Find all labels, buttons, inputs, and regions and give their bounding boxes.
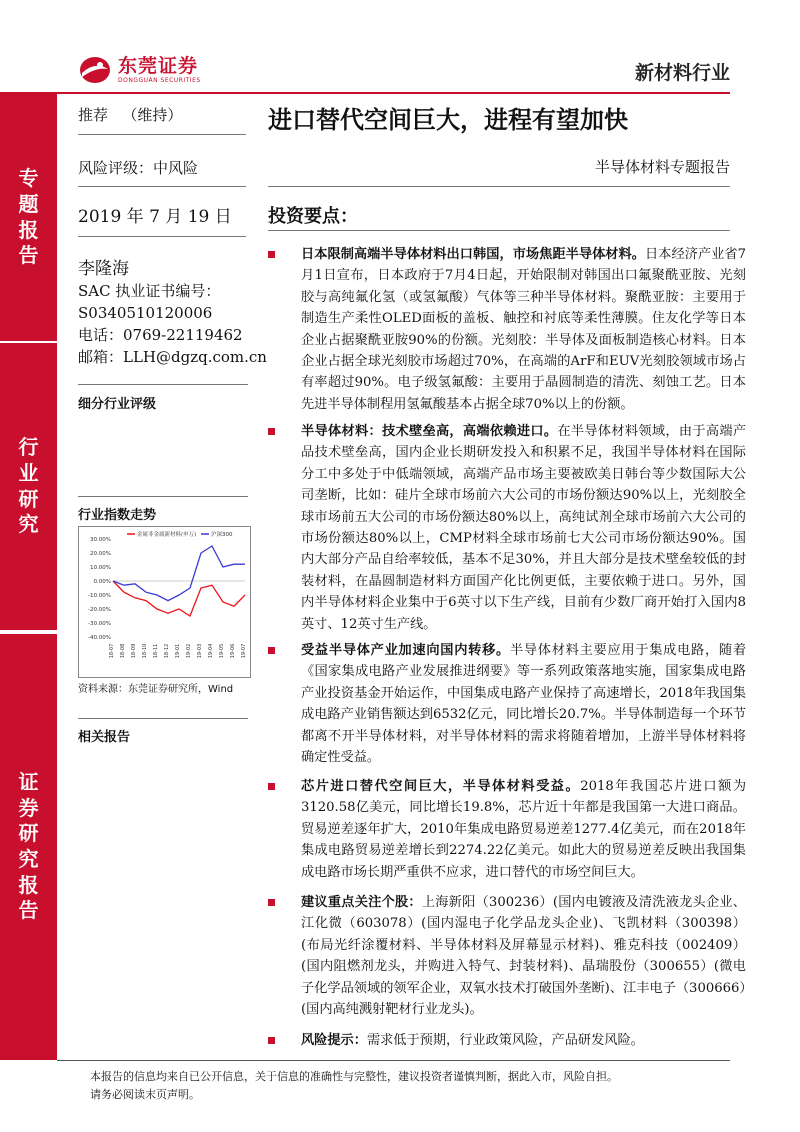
divider [78,186,246,187]
risk-rating: 风险评级：中风险 [78,159,199,177]
y-tick-label: -20.00% [88,607,111,613]
index-trend-title: 行业指数走势 [78,508,157,523]
bullet-marker-icon [268,783,275,790]
divider [78,134,246,135]
bullet-item [268,776,746,883]
x-tick-label: 19-05 [219,643,225,659]
x-tick-label: 19-06 [230,643,236,659]
series-line [113,546,245,601]
legend-label: 金属非金属新材料(申万) [137,532,197,538]
bullet-body: 日本经济产业省7月1日宣布，日本政府于7月4日起，开始限制对韩国出口氟聚酰亚胺、光刻胶与高纯氟化氢（或氢氟酸）气体等三种半导体材料。聚酰亚胺：主要用于制造生产柔性OLED面板的盖板、触控和衬底等柔性薄膜。住友化学等日本企业占据聚酰亚胺90%的份额。光刻胶：半导体及面板制造核心材料。日本企业占据全球光刻胶市场超过70%，在高端的ArF和EUV光刻胶领域市场占有率超过90%。电子级氢氟酸：主要用于晶圆制造的清洗、刻蚀工艺。日本先进半导体制程用氢氟酸基本占据全球70%以上的份额。 [301,247,747,412]
bullet-body: 在半导体材料领域，由于高端产品技术壁垒高，国内企业长期研发投入和积累不足，我国半导体材料在国际分工中多处于中低端领域，高端产品市场主要被欧美日韩台等少数国际大公司垄断，比如：硅片全球市场前六大公司的市场份额达90%以上，光刻胶全球市场前五大公司的市场份额达80%以上，高纯试剂全球市场前六大公司的市场份额达80%以上，CMP材料全球市场前七大公司市场份额达90%。国内大部分产品自给率较低，基本不足30%，并且大部分是技术壁垒较低的封装材料，在晶圆制造材料方面国产化比例更低，主要依赖于进口。另外，国内半导体材料企业集中于6英寸以下生产线，目前有少数厂商开始打入国内8英寸、12英寸生产线。 [301,424,747,632]
bullet-marker-icon [268,899,275,906]
y-tick-label: -40.00% [88,635,111,641]
chart-source: 资料来源：东莞证券研究所，Wind [78,684,234,695]
divider [268,230,730,231]
logo-text-en: DONGGUAN SECURITIES [118,76,201,84]
key-points-title: 投资要点： [268,206,358,227]
bullet-body: 半导体材料主要应用于集成电路，随着《国家集成电路产业发展推进纲要》等一系列政策落地实施，国家集成电路产业投资基金开始运作，中国集成电路产业保持了高速增长，2018年我国集成电路产业销售额达到6532亿元，同比增长20.7%。半导体制造每一个环节都离不开半导体材料，对半导体材料的需求将随着增加，上游半导体材料将确定性受益。 [301,643,747,766]
side-band-char: 专 [18,166,39,191]
report-subtitle: 半导体材料专题报告 [594,158,730,176]
footer-divider [57,1060,730,1061]
divider [78,496,248,497]
analyst-email: 邮箱：LLH@dgzq.com.cn [78,348,267,366]
rating-value: 推荐 [78,106,109,124]
x-tick-label: 19-07 [241,643,247,659]
sub-industry-title: 细分行业评级 [78,397,157,412]
divider [78,384,248,385]
bullet-lead: 芯片进口替代空间巨大，半导体材料受益。 [301,779,581,794]
bullet-item [268,1030,746,1051]
side-band-char: 报 [18,872,39,897]
x-tick-label: 19-01 [175,643,181,659]
analyst-name: 李隆海 [78,259,129,279]
x-tick-label: 18-08 [120,643,126,659]
bullet-marker-icon [268,647,275,654]
side-band-char: 券 [18,795,39,820]
side-band-char: 行 [18,435,39,460]
header-divider [0,92,730,94]
bullet-item [268,244,746,415]
series-line [113,581,245,616]
y-tick-label: -30.00% [88,621,111,627]
logo-text-cn: 东莞证券 [118,54,199,77]
side-band-securities [0,634,57,1060]
bullet-body: 需求低于预期，行业政策风险，产品研发风险。 [366,1033,644,1048]
divider [78,718,248,719]
bullet-body: 上海新阳（300236）(国内电镀液及清洗液龙头企业、江化微（603078）(国内湿电子化学品龙头企业)、飞凯材料（300398）(布局光纤涂覆材料、半导体材料及屏幕显示材料)、雅克科技（002409）(国内阻燃剂龙头，并购进入特气、封装材料)、晶瑞股份（300655）(微电子化学品领域的领军企业，双氧水技术打破国外垄断)、江丰电子（300666）(国内高纯溅射靶材行业龙头)。 [301,895,746,1018]
industry-label: 新材料行业 [634,62,730,84]
x-tick-label: 18-11 [153,643,159,659]
y-tick-label: 30.00% [90,537,111,543]
analyst-phone: 电话：0769-22119462 [78,326,243,344]
side-band-char: 究 [18,512,39,537]
bullet-lead: 受益半导体产业加速向国内转移。 [301,643,510,658]
x-tick-label: 19-04 [208,643,214,659]
bullet-item [268,421,746,635]
analyst-cert-label: SAC 执业证书编号： [78,282,221,300]
related-reports-title: 相关报告 [78,730,131,745]
analyst-info [78,258,267,368]
bullet-lead: 半导体材料：技术壁垒高，高端依赖进口。 [301,424,558,439]
disclaimer [90,1068,618,1104]
y-tick-label: -10.00% [88,593,111,599]
rating [78,104,182,125]
side-band-industry [0,343,57,630]
x-tick-label: 18-12 [164,643,170,659]
x-tick-label: 18-09 [131,643,137,659]
side-band-char: 题 [18,191,39,216]
side-band-char: 究 [18,847,39,871]
x-tick-label: 19-02 [186,643,192,659]
side-band-char: 告 [18,898,39,923]
bullet-lead: 建议重点关注个股： [301,895,422,910]
x-tick-label: 19-03 [197,643,203,659]
brand-logo [78,52,201,88]
rating-note: （维持） [122,106,183,124]
legend-label: 沪深300 [211,532,233,538]
y-tick-label: 0.00% [93,579,111,585]
side-band-char: 告 [18,243,39,268]
analyst-cert-no: S0340510120006 [78,304,213,322]
bullet-body: 2018年我国芯片进口额为3120.58亿美元，同比增长19.8%，芯片近十年都是我国第一大进口商品。贸易逆差逐年扩大，2010年集成电路贸易逆差1277.4亿美元，而在2018年集成电路贸易逆差增长到2274.22亿美元。如此大的贸易逆差反映出我国集成电路市场长期严重供不应求，进口替代的市场空间巨大。 [301,779,747,880]
side-band-report-type [0,94,57,341]
bullet-item [268,892,746,1020]
side-band-char: 业 [18,460,39,485]
y-tick-label: 20.00% [90,551,111,557]
logo-mark-icon [78,55,112,85]
disclaimer-line-1: 本报告的信息均来自已公开信息，关于信息的准确性与完整性，建议投资者谨慎判断，据此入市，风险自担。 [90,1070,618,1083]
index-chart-svg [79,527,250,677]
bullet-marker-icon [268,428,275,435]
bullet-item [268,640,746,768]
bullet-marker-icon [268,251,275,258]
divider [78,236,246,237]
side-band-char: 研 [18,821,39,846]
index-chart [78,526,251,678]
y-tick-label: 10.00% [90,565,111,571]
bullet-lead: 日本限制高端半导体材料出口韩国，市场焦距半导体材料。 [301,247,645,262]
x-tick-label: 18-07 [109,643,115,659]
divider [268,186,730,187]
side-band-char: 报 [18,217,39,242]
report-date: 2019 年 7 月 19 日 [78,207,232,227]
report-title: 进口替代空间巨大，进程有望加快 [268,106,628,134]
side-band-char: 研 [18,486,39,511]
bullet-lead: 风险提示： [301,1033,367,1048]
disclaimer-line-2: 请务必阅读末页声明。 [90,1088,200,1101]
bullet-marker-icon [268,1037,275,1044]
side-band-char: 证 [18,770,39,795]
x-tick-label: 18-10 [142,643,148,659]
